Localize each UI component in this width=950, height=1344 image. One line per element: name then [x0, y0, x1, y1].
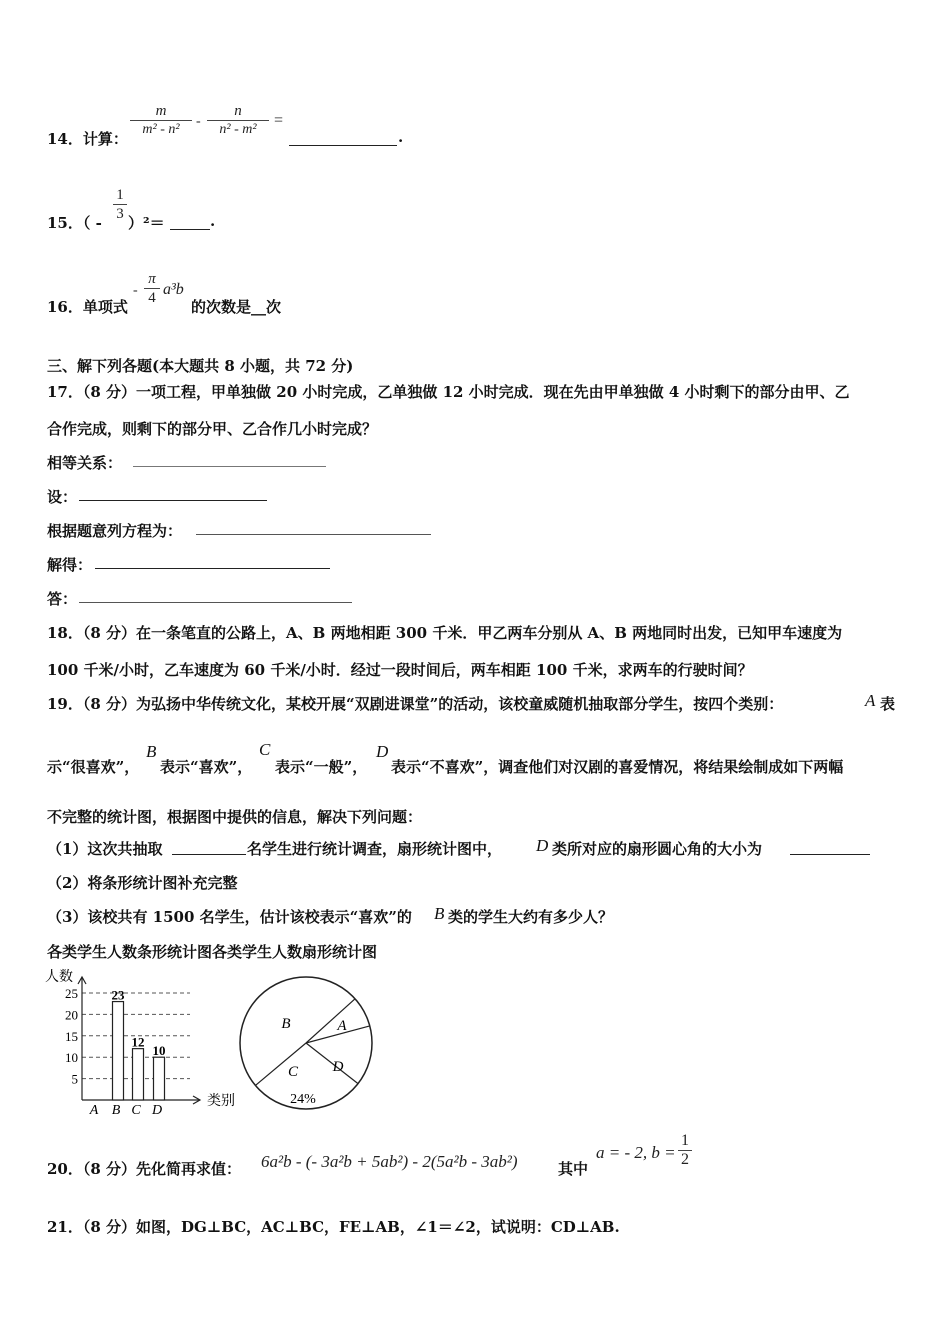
q14-frac1: m m² - n²: [130, 102, 192, 139]
q19-line1: 19．（8 分）为弘扬中华传统文化，某校开展“双剧进课堂”的活动，该校童威随机抽取部分学生，按四个类别：: [47, 695, 784, 713]
q19-symbol-d: D: [376, 742, 389, 761]
pie-label-C: C: [287, 1064, 299, 1080]
q16-frac: π 4: [144, 270, 160, 307]
q17-solve-label: 解得：: [47, 556, 93, 574]
q14-end: .: [398, 128, 404, 146]
bar-ytick-label: 25: [65, 986, 78, 1001]
charts-title: 各类学生人数条形统计图各类学生人数扇形统计图: [47, 943, 378, 961]
bar-ytick-label: 10: [65, 1050, 78, 1066]
q20-prefix: 20．（8 分）先化简再求值：: [47, 1160, 242, 1178]
bar-category-label-A: A: [89, 1103, 99, 1118]
pie-label-D: D: [332, 1059, 344, 1075]
q19-sub1-c: 类所对应的扇形圆心角的大小为: [552, 840, 763, 858]
q19-sub3-symbol-b: B: [434, 904, 445, 923]
section3-title: 三、解下列各题(本大题共 8 小题，共 72 分): [47, 357, 354, 375]
q17-solve-blank[interactable]: [95, 568, 330, 569]
q15-label: 15．（ -: [47, 214, 102, 232]
q17-equation-blank[interactable]: [196, 534, 431, 535]
q17-let-label: 设：: [47, 488, 78, 506]
q21-text: 21．（8 分）如图，DG⊥BC，AC⊥BC，FE⊥AB，∠1＝∠2，试说明：CD⊥AB.: [47, 1218, 620, 1236]
bar-ytick-label: 20: [65, 1007, 78, 1023]
q17-line1: 17．（8 分）一项工程，甲单独做 20 小时完成，乙单独做 12 小时完成．现在先由甲单独做 4 小时剩下的部分由甲、乙: [47, 383, 850, 401]
bar-C: [133, 1049, 144, 1100]
q19-line2-c: 表示“一般”，: [275, 758, 368, 776]
q19-line1-end: 表: [880, 695, 896, 713]
bar-D: [154, 1057, 165, 1100]
pie-chart: [236, 970, 381, 1120]
q15-answer-blank[interactable]: [170, 229, 210, 230]
q14-answer-blank[interactable]: [289, 145, 397, 146]
q16-var: a³b: [163, 281, 184, 298]
q14-equals: =: [274, 112, 284, 129]
bar-ytick-label: 15: [65, 1028, 78, 1044]
q19-sub3-a: （3）该校共有 1500 名学生，估计该校表示“喜欢”的: [47, 908, 412, 926]
q16-suffix: 的次数是__次: [191, 298, 282, 316]
q18-line1: 18．（8 分）在一条笔直的公路上，A、B 两地相距 300 千米．甲乙两车分别从 A、B 两地同时出发，已知甲车速度为: [47, 624, 843, 642]
q20-condition: a = - 2, b =: [596, 1143, 676, 1162]
q15-frac: 1 3: [113, 186, 127, 223]
bar-chart: [40, 965, 240, 1120]
q15-end: .: [210, 212, 216, 230]
bar-chart-ylabel: 人数: [45, 969, 73, 985]
q18-line2: 100 千米/小时，乙车速度为 60 千米/小时．经过一段时间后，两车相距 100 千米，求两车的行驶时间？: [47, 661, 753, 679]
q19-symbol-b: B: [146, 742, 157, 761]
q19-symbol-a: A: [865, 691, 876, 710]
pie-percent-C: 24%: [290, 1092, 316, 1107]
q17-answer-blank[interactable]: [79, 602, 352, 603]
q19-line2-d: 表示“不喜欢”，调查他们对汉剧的喜爱情况，将结果绘制成如下两幅: [391, 758, 844, 776]
q19-sub1-blank2[interactable]: [790, 854, 870, 855]
bar-ytick-label: 5: [71, 1071, 78, 1087]
bar-category-label-C: C: [131, 1103, 141, 1118]
bar-category-label-D: D: [151, 1103, 163, 1118]
pie-label-B: B: [281, 1016, 291, 1032]
bar-value-label-C: 12: [131, 1034, 145, 1050]
q20-mid: 其中: [558, 1160, 589, 1178]
q14-minus: -: [196, 114, 201, 129]
q17-answer-label: 答：: [47, 590, 78, 608]
q17-equal-relation-label: 相等关系：: [47, 454, 123, 472]
q17-let-blank[interactable]: [79, 500, 267, 501]
q19-line2-a: 示“很喜欢”，: [47, 758, 140, 776]
q17-equal-relation-blank[interactable]: [133, 466, 326, 467]
q15-close: ）²＝: [128, 214, 165, 232]
q19-symbol-c: C: [259, 740, 271, 759]
q17-equation-label: 根据题意列方程为：: [47, 522, 183, 540]
q20-frac: 1 2: [678, 1132, 692, 1169]
bar-B: [113, 1002, 124, 1100]
q19-line2-b: 表示“喜欢”，: [160, 758, 253, 776]
q14-frac2: n n² - m²: [207, 102, 269, 139]
pie-label-A: A: [337, 1018, 347, 1034]
q20-expression: 6a²b - (- 3a²b + 5ab²) - 2(5a²b - 3ab²): [261, 1152, 518, 1171]
bar-value-label-D: 10: [152, 1043, 166, 1059]
q16-neg: -: [133, 283, 138, 298]
q19-sub1-blank1[interactable]: [172, 854, 246, 855]
q14-label: 14．计算：: [47, 130, 128, 148]
q19-line3: 不完整的统计图，根据图中提供的信息，解决下列问题：: [47, 808, 423, 826]
bar-chart-xlabel: 类别: [207, 1093, 235, 1109]
bar-value-label-B: 23: [111, 987, 125, 1003]
q19-sub1-symbol-d: D: [536, 836, 549, 855]
q19-sub1-a: （1）这次共抽取: [47, 840, 163, 858]
bar-category-label-B: B: [111, 1103, 121, 1118]
q17-line2: 合作完成，则剩下的部分甲、乙合作几小时完成？: [47, 420, 378, 438]
q16-label: 16．单项式: [47, 298, 128, 316]
q19-sub3-b: 类的学生大约有多少人？: [448, 908, 614, 926]
q19-sub2: （2）将条形统计图补充完整: [47, 874, 238, 892]
q19-sub1-b: 名学生进行统计调查，扇形统计图中，: [247, 840, 503, 858]
